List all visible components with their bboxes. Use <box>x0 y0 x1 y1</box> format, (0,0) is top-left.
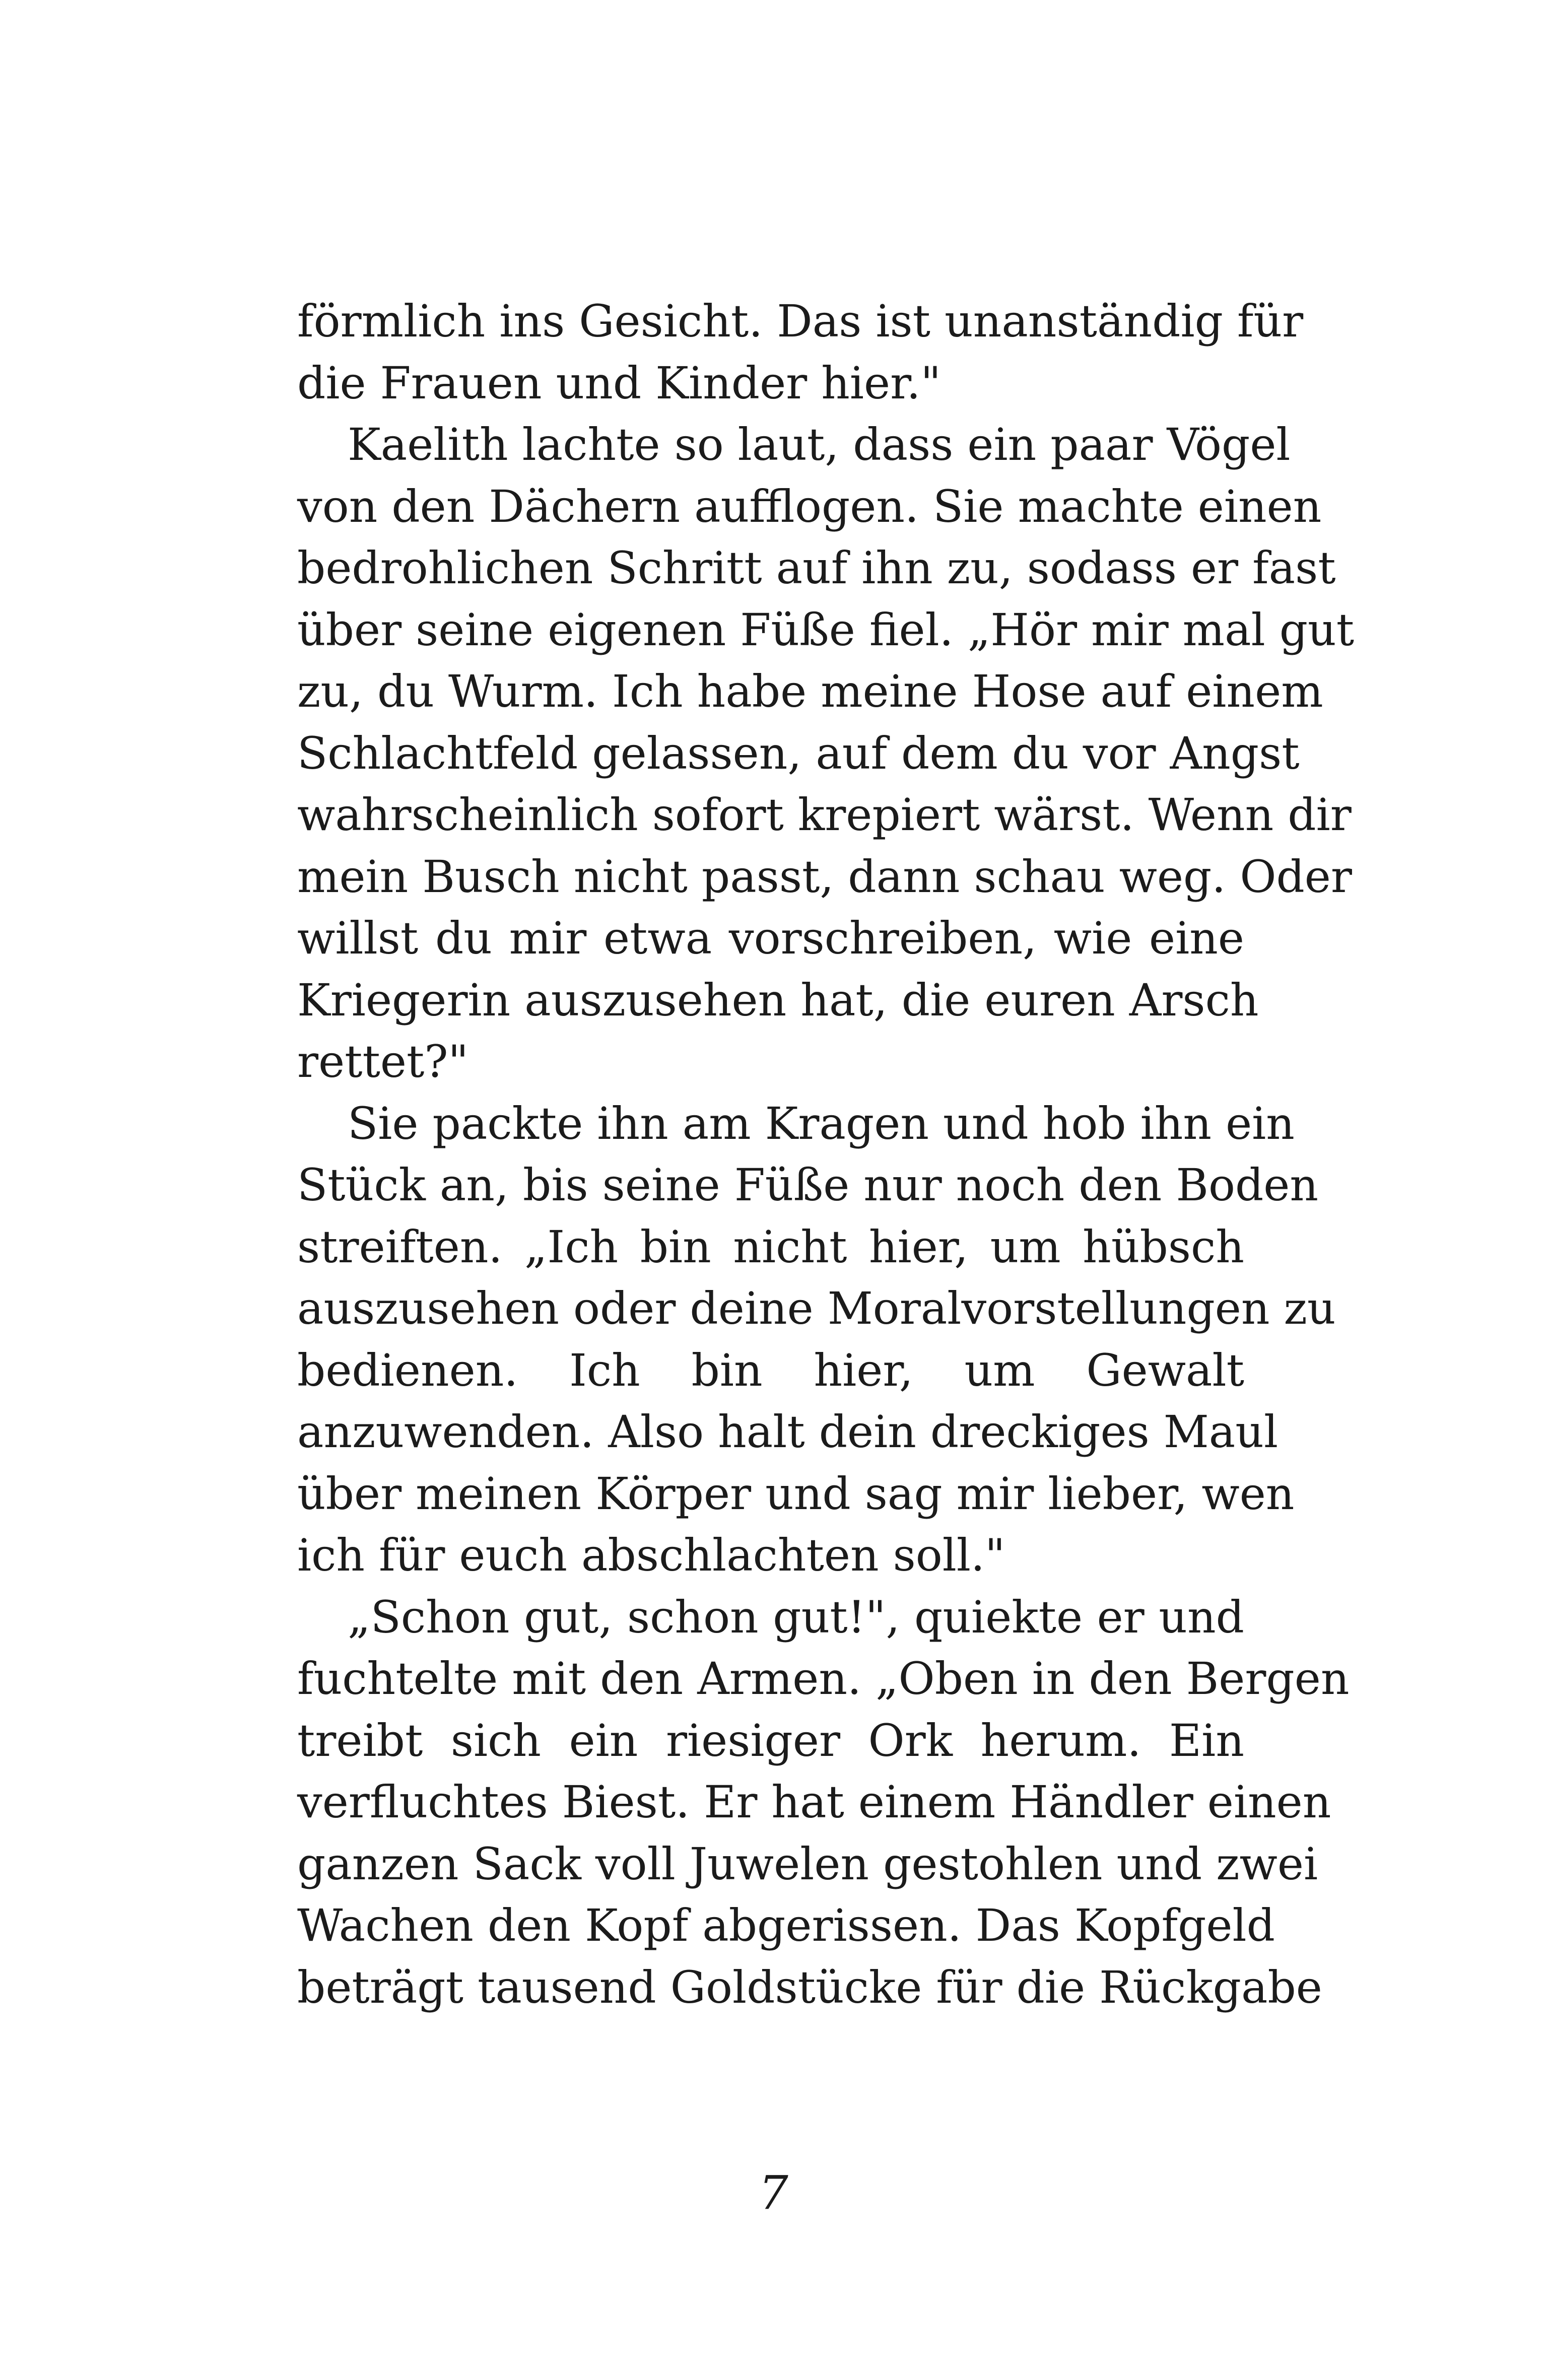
text-line: zu, du Wurm. Ich habe meine Hose auf einem <box>297 665 1323 717</box>
text-line: die Frauen und Kinder hier." <box>297 357 941 409</box>
text-line: wahrscheinlich sofort krepiert wärst. Wenn dir <box>297 789 1352 841</box>
text-line: von den Dächern aufflogen. Sie machte einen <box>297 480 1322 532</box>
text-line: ich für euch abschlachten soll." <box>297 1529 1005 1581</box>
page-number: 7 <box>759 2166 788 2220</box>
text-line: anzuwenden. Also halt dein dreckiges Maul <box>297 1406 1279 1458</box>
text-line: über meinen Körper und sag mir lieber, wen <box>297 1467 1295 1520</box>
text-line: willst du mir etwa vorschreiben, wie eine <box>297 912 1244 964</box>
text-line: Sie packte ihn am Kragen und hob ihn ein <box>348 1097 1295 1149</box>
text-line: bedienen. Ich bin hier, um Gewalt <box>297 1344 1244 1396</box>
text-line: verfluchtes Biest. Er hat einem Händler einen <box>297 1776 1331 1828</box>
text-line: auszusehen oder deine Moralvorstellungen zu <box>297 1282 1336 1334</box>
text-line: Schlachtfeld gelassen, auf dem du vor Angst <box>297 727 1300 779</box>
text-line: Kaelith lachte so laut, dass ein paar Vögel <box>348 419 1291 470</box>
text-line: über seine eigenen Füße fiel. „Hör mir mal gut <box>297 603 1355 656</box>
text-line: fuchtelte mit den Armen. „Oben in den Bergen <box>297 1653 1350 1705</box>
body-text <box>297 291 1355 2018</box>
text-line: Kriegerin auszusehen hat, die euren Arsch <box>297 974 1259 1026</box>
text-line: bedrohlichen Schritt auf ihn zu, sodass er fast <box>297 542 1336 594</box>
text-line: Stück an, bis seine Füße nur noch den Boden <box>297 1159 1319 1211</box>
text-line: „Schon gut, schon gut!", quiekte er und <box>348 1591 1244 1643</box>
text-line: Wachen den Kopf abgerissen. Das Kopfgeld <box>297 1899 1275 1951</box>
text-line: rettet?" <box>297 1036 468 1087</box>
text-line: treibt sich ein riesiger Ork herum. Ein <box>297 1714 1244 1766</box>
text-line: beträgt tausend Goldstücke für die Rückgabe <box>297 1961 1322 2013</box>
text-line: förmlich ins Gesicht. Das ist unanständig für <box>297 295 1304 347</box>
text-line: ganzen Sack voll Juwelen gestohlen und zwei <box>297 1838 1318 1890</box>
text-line: mein Busch nicht passt, dann schau weg. Oder <box>297 850 1352 903</box>
text-line: streiften. „Ich bin nicht hier, um hübsch <box>297 1220 1244 1273</box>
